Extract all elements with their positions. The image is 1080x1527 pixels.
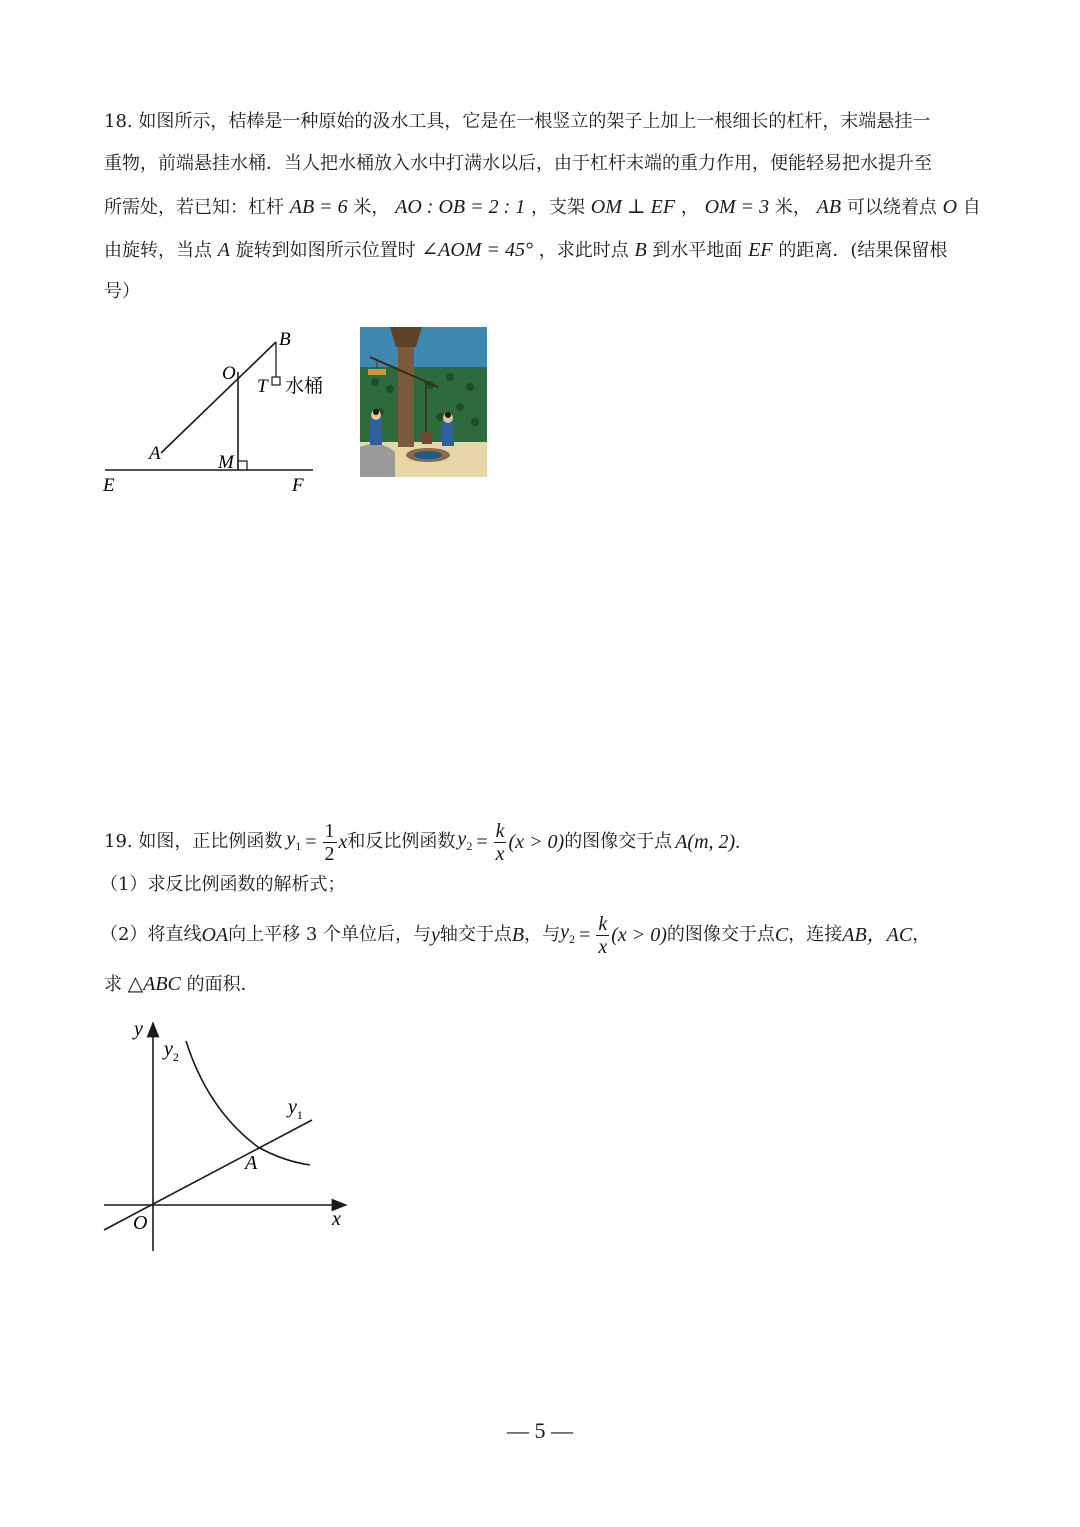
q19-point-c: C (774, 924, 789, 946)
q19-y2-sub: 2 (466, 838, 473, 853)
q18-text-3d: ， (680, 197, 699, 218)
q19-text-last-a: 求 (104, 974, 122, 995)
graph-label-y1-sub: 1 (296, 1108, 303, 1122)
graph-label-o: O (133, 1212, 148, 1234)
q19-text-2g: ， (912, 924, 931, 945)
q18-text-5: 号） (104, 281, 140, 302)
well-sweep-illustration (360, 327, 487, 477)
q19-k-over-x-2 (596, 913, 609, 958)
lever-ab (161, 342, 276, 453)
q18-line-3 (104, 195, 981, 220)
q19-period: . (735, 831, 741, 853)
label-bucket: 水桶 (285, 376, 324, 397)
q19-point-a-coords: (m, 2) (687, 831, 736, 853)
right-angle-mark (238, 461, 247, 470)
q18-ef: EF (748, 239, 773, 261)
q19-y2-b (560, 920, 575, 951)
q18-text-3f: 可以绕着点 (846, 197, 937, 218)
graph-label-y2 (162, 1038, 179, 1064)
q19-y2b-sub: 2 (569, 931, 576, 946)
q19-function-graph (98, 1015, 358, 1260)
q18-text-3c: ，支架 (531, 197, 586, 218)
q18-line-4 (104, 238, 947, 263)
q19-part-2 (100, 910, 930, 960)
q19-cond-1: (x > 0) (508, 831, 565, 853)
q19-y1 (286, 827, 301, 858)
graph-label-a: A (245, 1152, 258, 1174)
q19-eq-2: = (476, 831, 488, 853)
q18-text-1: 18. 如图所示，桔棒是一种原始的汲水工具，它是在一根竖立的架子上加上一根细长的杠杆，末端悬挂一 (104, 111, 931, 132)
q19-half-num: 1 (324, 819, 335, 842)
q19-y2-var: y (457, 827, 467, 850)
q18-text-4e: 的距离．(结果保留根 (778, 240, 948, 261)
q19-y2 (457, 827, 472, 858)
q19-k: k (495, 819, 505, 842)
label-o: O (222, 363, 236, 384)
q18-text-3g: 自 (962, 197, 981, 218)
label-e: E (103, 475, 115, 496)
q18-ab: AB (816, 196, 842, 218)
q18-text-4a: 由旋转，当点 (104, 240, 212, 261)
q18-text-3b: 米， (353, 197, 390, 218)
label-b: B (279, 329, 291, 350)
q19-k-over-x (494, 820, 507, 865)
q19-part-1 (100, 873, 345, 897)
q18-point-a: A (217, 239, 230, 261)
graph-label-x: x (332, 1208, 341, 1230)
q19-text-last-b: 的面积． (186, 974, 259, 995)
q18-text-4b: 旋转到如图所示位置时 (235, 240, 416, 261)
q18-point-o: O (942, 196, 958, 218)
q18-ratio: AO : OB = 2 : 1 (395, 196, 526, 218)
q19-y2b-var: y (560, 920, 570, 943)
q19-x-den: x (495, 842, 505, 865)
q19-text-2b: 向上平移 3 个单位后，与 (228, 924, 432, 945)
q18-perp: OM ⊥ EF (590, 196, 676, 218)
label-f: F (292, 475, 304, 496)
q19-k-2: k (598, 912, 608, 935)
q19-part1-text: （1）求反比例函数的解析式； (100, 874, 346, 895)
q18-line-2 (104, 152, 932, 176)
q19-text-2a: （2）将直线 (100, 924, 202, 945)
q19-eq-3: = (579, 924, 591, 946)
q19-text-2e: 的图像交于点 (666, 924, 775, 945)
q19-text-2f: ，连接 (788, 924, 843, 945)
q18-angle: ∠AOM = 45° (421, 239, 533, 261)
q19-text-1b: 和反比例函数 (347, 831, 456, 852)
q19-text-1a: 19. 如图，正比例函数 (104, 831, 283, 852)
q18-lever-diagram (95, 325, 335, 500)
q19-eq-1: = (305, 831, 317, 853)
q19-triangle: △ABC (127, 973, 181, 995)
q19-half-fraction (323, 820, 337, 865)
label-a: A (149, 443, 161, 464)
q18-text-3e: 米， (774, 197, 811, 218)
q18-point-b: B (634, 239, 647, 261)
graph-label-y: y (134, 1018, 143, 1040)
bucket-square (272, 377, 280, 385)
q19-text-2d: ，与 (524, 924, 561, 945)
q19-x-1: x (338, 831, 348, 853)
q19-oa: OA (201, 924, 229, 946)
q19-yaxis: y (431, 924, 440, 946)
q18-text-4c: ，求此时点 (538, 240, 629, 261)
q18-line-5 (104, 280, 140, 304)
q19-cond-2: (x > 0) (611, 924, 667, 946)
q19-y1-sub: 1 (295, 838, 302, 853)
q19-point-b: B (511, 924, 525, 946)
q18-line-1 (104, 110, 930, 134)
q19-text-1c: 的图像交于点 (564, 831, 673, 852)
q19-half-den: 2 (324, 842, 335, 865)
q18-ab-length: AB = 6 (289, 196, 348, 218)
q19-x-den-2: x (598, 935, 608, 958)
page-number: — 5 — (507, 1418, 573, 1443)
graph-label-y2-var: y (164, 1038, 173, 1060)
q19-text-2c: 轴交于点 (439, 924, 512, 945)
q18-text-4d: 到水平地面 (652, 240, 743, 261)
q19-ab-ac: AB，AC (842, 924, 913, 946)
label-t: T (257, 376, 268, 397)
q19-point-a: A (675, 831, 688, 853)
graph-label-y2-sub: 2 (172, 1050, 179, 1064)
q19-line-1 (104, 820, 740, 864)
q19-y1-var: y (286, 827, 296, 850)
label-m: M (218, 452, 234, 473)
graph-label-y1-var: y (288, 1096, 297, 1118)
q18-text-2: 重物，前端悬挂水桶．当人把水桶放入水中打满水以后，由于杠杆末端的重力作用，便能轻易把水提升至 (104, 153, 932, 174)
graph-label-y1 (286, 1096, 303, 1122)
q18-text-3a: 所需处，若已知：杠杆 (104, 197, 284, 218)
q19-line-last (104, 972, 259, 997)
q18-om-length: OM = 3 (704, 196, 770, 218)
